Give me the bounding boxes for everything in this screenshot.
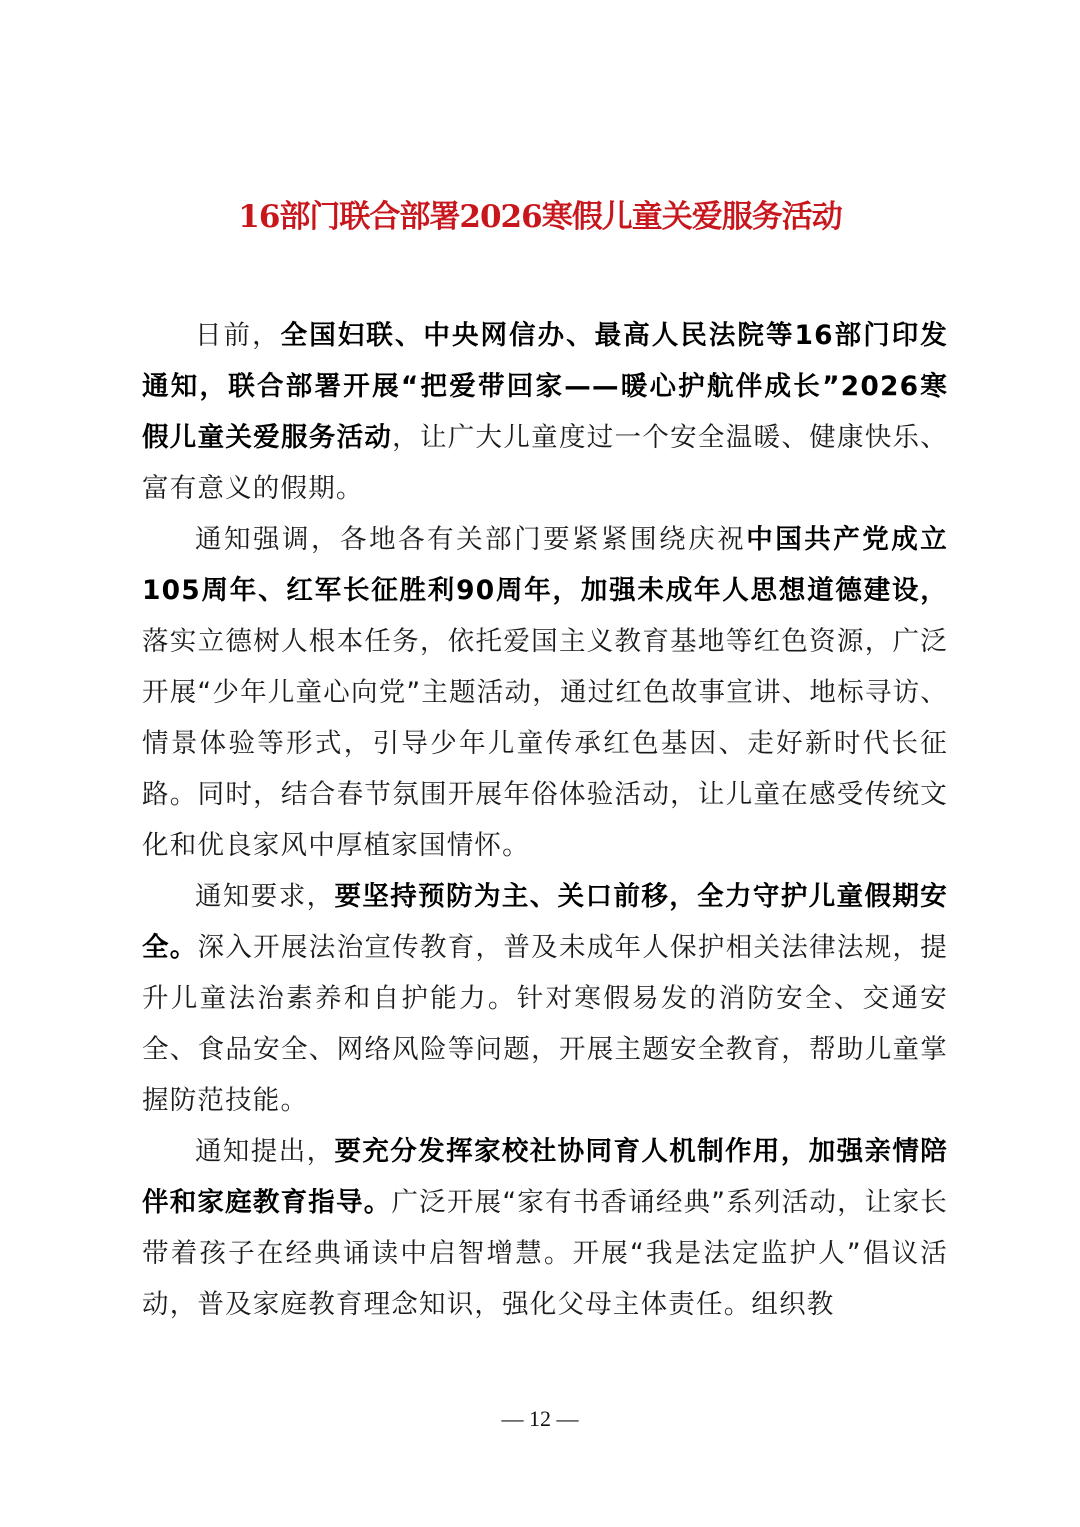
paragraph-1-segment-2: 全国妇联、中央网信办、最高人民法院等16部门印发通知，联合部署开展“把爱带回家——暖心护航伴成长”2026寒假儿童关爱服务活动 [142, 320, 948, 453]
paragraph-3-segment-2: 要坚持预防为主、关口前移，全力守护儿童假期安全。 [142, 881, 948, 963]
paragraph-3-segment-3: 深入开展法治宣传教育，普及未成年人保护相关法律法规，提升儿童法治素养和自护能力。针对寒假易发的消防安全、交通安全、食品安全、网络风险等问题，开展主题安全教育，帮助儿童掌握防范技能。 [142, 932, 948, 1116]
paragraph-4-segment-3: 广泛开展“家有书香诵经典”系列活动，让家长带着孩子在经典诵读中启智增慧。开展“我是法定监护人”倡议活动，普及家庭教育理念知识，强化父母主体责任。组织教 [142, 1187, 948, 1320]
paragraph-2-segment-3: 落实立德树人根本任务，依托爱国主义教育基地等红色资源，广泛开展“少年儿童心向党”主题活动，通过红色故事宣讲、地标寻访、情景体验等形式，引导少年儿童传承红色基因、走好新时代长征路。同时，结合春节氛围开展年俗体验活动，让儿童在感受传统文化和优良家风中厚植家国情怀。 [142, 626, 948, 861]
paragraph-4-segment-1: 通知提出， [195, 1136, 335, 1167]
paragraph-3 [142, 871, 948, 1126]
paragraph-1 [142, 310, 948, 514]
paragraph-4-segment-2: 要充分发挥家校社协同育人机制作用，加强亲情陪伴和家庭教育指导。 [142, 1136, 948, 1218]
paragraph-2-segment-2: 中国共产党成立105周年、红军长征胜利90周年，加强未成年人思想道德建设， [142, 524, 948, 606]
page-number: — 12 — [501, 1406, 579, 1431]
paragraph-3-segment-1: 通知要求， [195, 881, 335, 912]
page-title: 16部门联合部署2026寒假儿童关爱服务活动 [238, 199, 842, 235]
article-body [142, 310, 948, 1330]
paragraph-4 [142, 1126, 948, 1330]
paragraph-1-segment-3: ，让广大儿童度过一个安全温暖、健康快乐、富有意义的假期。 [142, 422, 948, 504]
paragraph-1-segment-1: 日前， [195, 320, 281, 351]
paragraph-2 [142, 514, 948, 871]
paragraph-2-segment-1: 通知强调，各地各有关部门要紧紧围绕庆祝 [195, 524, 747, 555]
